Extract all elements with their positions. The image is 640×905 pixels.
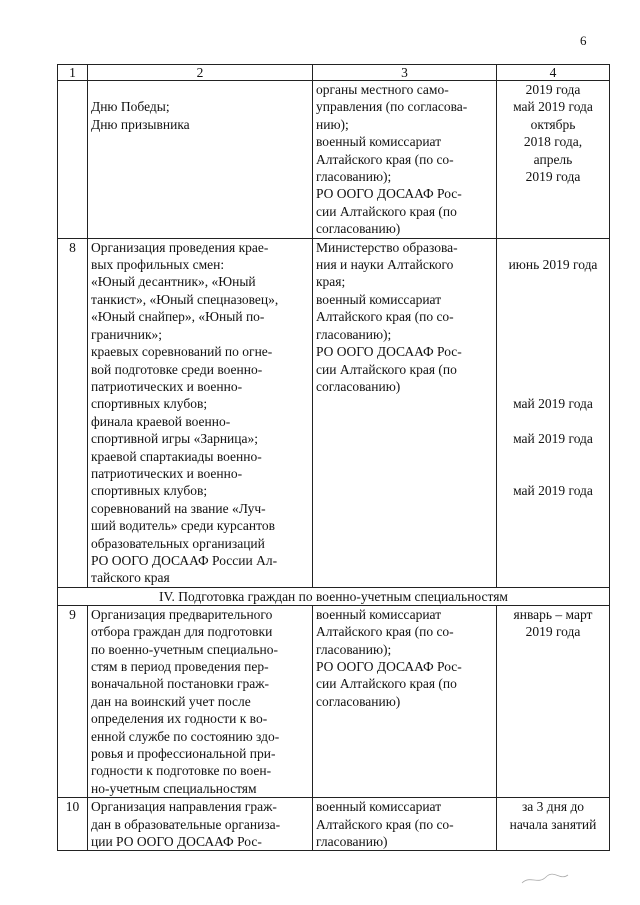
- row-number: 8: [58, 238, 88, 587]
- date-line: апрель: [533, 151, 573, 167]
- date-line: 2019 года: [525, 624, 581, 640]
- event-line: определения их годности к во-: [91, 711, 268, 727]
- table-row: [58, 238, 610, 587]
- date-line: май 2019 года: [513, 395, 593, 411]
- event-line: спортивных клубов;: [91, 483, 208, 499]
- event-cell: [88, 605, 313, 797]
- section-heading: IV. Подготовка граждан по военно-учетным специальностям: [58, 587, 610, 605]
- responsible-cell: [313, 81, 497, 239]
- event-line: ции РО ООГО ДОСААФ Рос-: [91, 834, 262, 850]
- responsible-line: согласованию): [316, 221, 401, 237]
- event-line: стям в период проведения пер-: [91, 659, 269, 674]
- event-line: годности к подготовке по воен-: [91, 763, 272, 779]
- responsible-line: гласованию): [316, 834, 388, 850]
- date-line: май 2019 года: [513, 99, 593, 115]
- responsible-line: РО ООГО ДОСААФ Рос-: [316, 186, 462, 202]
- responsible-line: края;: [316, 274, 346, 290]
- event-cell: [88, 798, 313, 851]
- event-line: Организация направления граж-: [91, 799, 277, 815]
- event-line: патриотических и военно-: [91, 465, 243, 481]
- event-line: тайского края: [91, 570, 170, 586]
- responsible-line: гласованию);: [316, 326, 392, 342]
- event-line: РО ООГО ДОСААФ России Ал-: [91, 552, 278, 568]
- header-col-4: 4: [497, 65, 610, 81]
- event-cell: [88, 238, 313, 587]
- responsible-line: согласованию): [316, 693, 401, 709]
- responsible-cell: [313, 798, 497, 851]
- event-line: краевой спартакиады военно-: [91, 448, 262, 464]
- date-line: май 2019 года: [513, 430, 593, 446]
- event-line: ровья и профессиональной при-: [91, 746, 276, 762]
- responsible-line: военный комиссариат: [316, 291, 442, 307]
- event-line: «Юный десантник», «Юный: [91, 274, 256, 290]
- event-line: финала краевой военно-: [91, 413, 231, 429]
- event-line: образовательных организаций: [91, 535, 265, 551]
- event-line: воначальной постановки граж-: [91, 676, 270, 692]
- responsible-line: органы местного само-: [316, 82, 449, 97]
- page-number: 6: [580, 33, 587, 48]
- responsible-line: Министерство образова-: [316, 239, 458, 255]
- responsible-line: гласованию);: [316, 169, 392, 185]
- event-line: но-учетным специальностям: [91, 780, 257, 796]
- date-line: 2018 года,: [523, 134, 583, 150]
- event-line: краевых соревнований по огне-: [91, 344, 273, 360]
- date-line: 2019 года: [525, 82, 581, 97]
- event-line: вой подготовке среди военно-: [91, 361, 263, 377]
- events-table: [57, 64, 610, 851]
- responsible-line: управления (по согласова-: [316, 99, 468, 115]
- event-line: спортивной игры «Зарница»;: [91, 431, 258, 447]
- dates-cell: [497, 81, 610, 239]
- header-col-1: 1: [58, 65, 88, 81]
- date-line: январь – март: [513, 606, 593, 622]
- responsible-line: военный комиссариат: [316, 606, 442, 622]
- event-line: патриотических и военно-: [91, 378, 243, 394]
- event-line: вых профильных смен:: [91, 257, 225, 273]
- responsible-line: РО ООГО ДОСААФ Рос-: [316, 659, 462, 674]
- responsible-line: сии Алтайского края (по: [316, 361, 457, 377]
- event-line: соревнований на звание «Луч-: [91, 500, 266, 516]
- row-number: 9: [58, 605, 88, 797]
- dates-cell: [497, 605, 610, 797]
- responsible-line: согласованию): [316, 378, 401, 394]
- event-line: ший водитель» среди курсантов: [91, 518, 275, 534]
- dates-cell: [497, 798, 610, 851]
- responsible-line: сии Алтайского края (по: [316, 676, 457, 692]
- date-line: за 3 дня до: [521, 799, 585, 815]
- date-line: 2019 года: [525, 169, 581, 185]
- responsible-line: РО ООГО ДОСААФ Рос-: [316, 344, 462, 360]
- section-row: [58, 587, 610, 605]
- event-line: енной службе по состоянию здо-: [91, 728, 280, 744]
- date-line: начала занятий: [509, 816, 597, 832]
- event-line: «Юный снайпер», «Юный по-: [91, 309, 265, 325]
- responsible-cell: [313, 238, 497, 587]
- signature-mark: [520, 871, 570, 887]
- event-cell: [88, 81, 313, 239]
- table-row: [58, 81, 610, 239]
- date-line: октябрь: [530, 116, 576, 132]
- event-line: граничник»;: [91, 326, 163, 342]
- row-number: [58, 81, 88, 239]
- event-line: Дню Победы;: [91, 99, 170, 115]
- header-col-3: 3: [313, 65, 497, 81]
- responsible-line: ния и науки Алтайского: [316, 257, 454, 273]
- responsible-line: гласованию);: [316, 641, 392, 657]
- responsible-line: Алтайского края (по со-: [316, 309, 454, 325]
- responsible-line: Алтайского края (по со-: [316, 151, 454, 167]
- event-line: танкист», «Юный спецназовец»,: [91, 291, 279, 307]
- date-line: июнь 2019 года: [508, 256, 598, 272]
- event-line: дан в образовательные организа-: [91, 816, 281, 832]
- responsible-line: сии Алтайского края (по: [316, 203, 457, 219]
- event-line: Организация проведения крае-: [91, 239, 269, 255]
- responsible-line: нию);: [316, 116, 349, 132]
- responsible-line: военный комиссариат: [316, 799, 442, 815]
- table-row: [58, 605, 610, 797]
- table-header-row: [58, 65, 610, 81]
- responsible-cell: [313, 605, 497, 797]
- event-line: спортивных клубов;: [91, 396, 208, 412]
- event-line: по военно-учетным специально-: [91, 641, 279, 657]
- event-line: Организация предварительного: [91, 606, 273, 622]
- dates-cell: [497, 238, 610, 587]
- event-line: дан на воинский учет после: [91, 693, 251, 709]
- row-number: 10: [58, 798, 88, 851]
- event-line: Дню призывника: [91, 116, 190, 132]
- header-col-2: 2: [88, 65, 313, 81]
- responsible-line: Алтайского края (по со-: [316, 624, 454, 640]
- date-line: май 2019 года: [513, 482, 593, 498]
- responsible-line: военный комиссариат: [316, 134, 442, 150]
- table-row: [58, 798, 610, 851]
- responsible-line: Алтайского края (по со-: [316, 816, 454, 832]
- event-line: отбора граждан для подготовки: [91, 624, 273, 640]
